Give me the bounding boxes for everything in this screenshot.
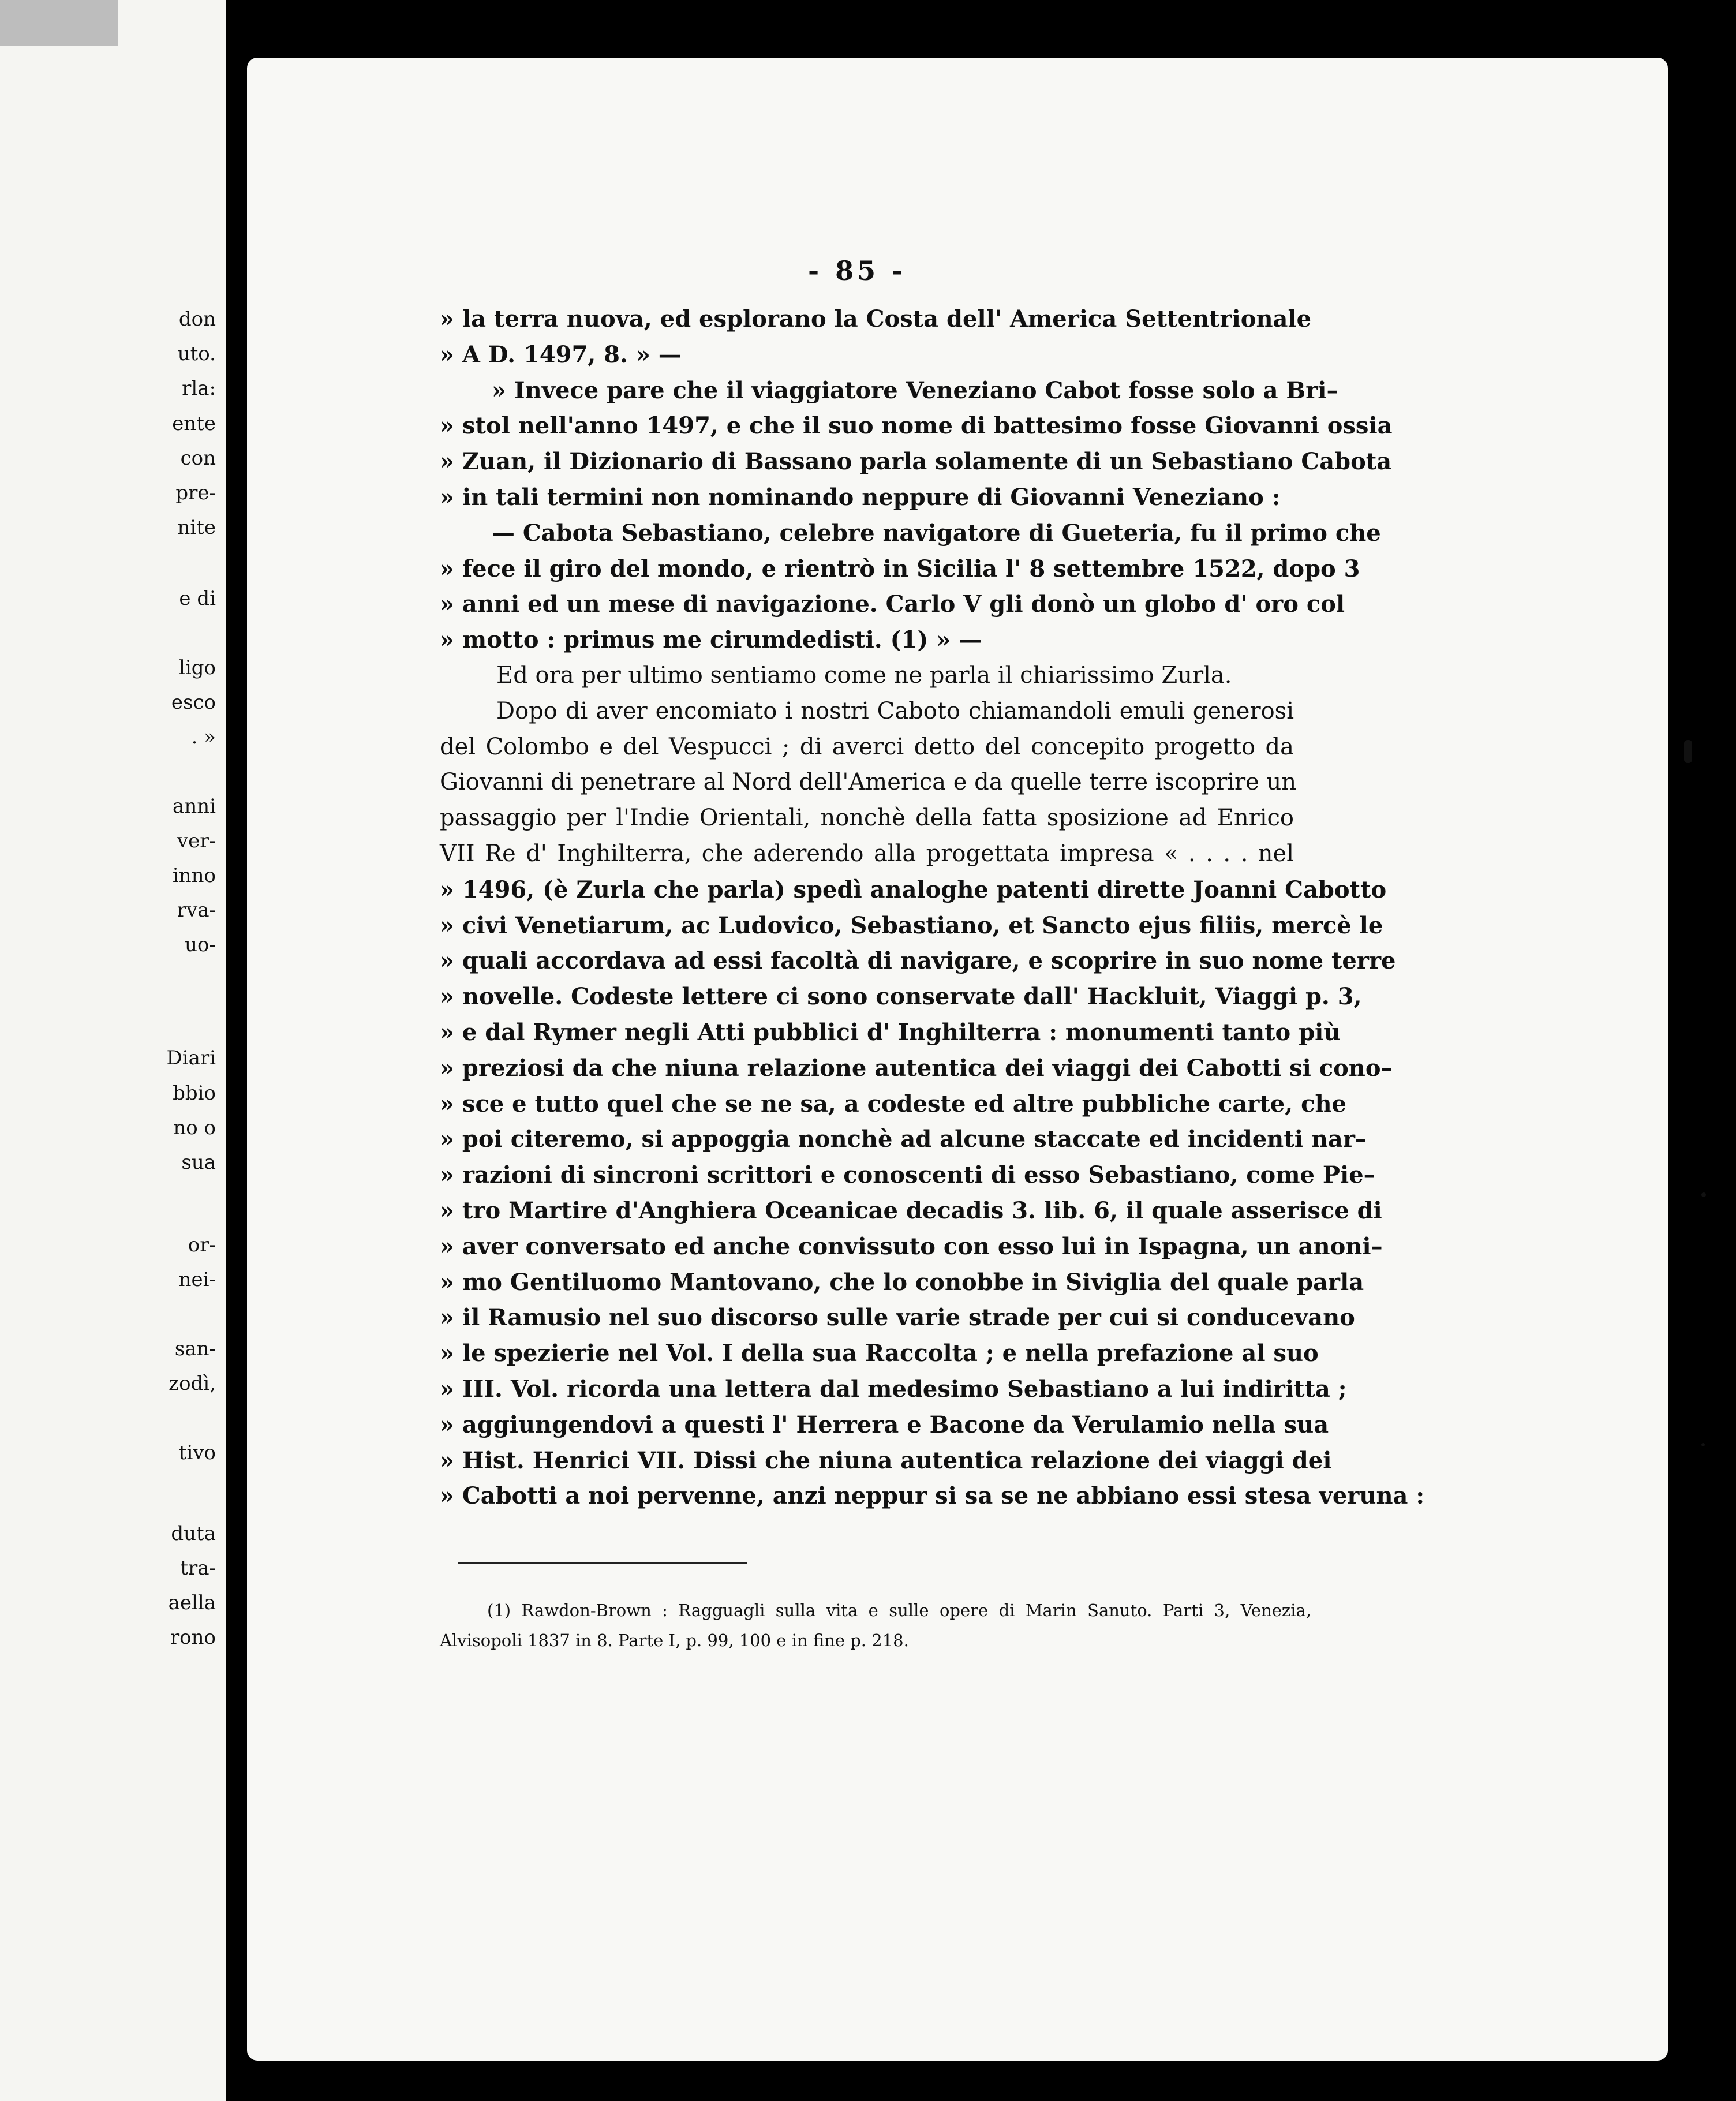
footnote-rule bbox=[458, 1562, 747, 1564]
footnote-line: Alvisopoli 1837 in 8. Parte I, p. 99, 100 e in fine p. 218. bbox=[440, 1631, 909, 1650]
text-line: » stol nell'anno 1497, e che il suo nome di battesimo fosse Giovanni ossia bbox=[440, 412, 1393, 440]
left-margin-fragment: ente bbox=[172, 412, 216, 435]
left-margin-fragment: sua bbox=[181, 1151, 216, 1174]
text-line: » novelle. Codeste lettere ci sono conservate dall' Hackluit, Viaggi p. 3, bbox=[440, 983, 1362, 1011]
text-line: » motto : primus me cirumdedisti. (1) » — bbox=[440, 626, 982, 654]
left-margin-fragment: san- bbox=[174, 1337, 216, 1360]
left-margin-fragment: zodì, bbox=[169, 1372, 216, 1395]
text-line: del Colombo e del Vespucci ; di averci detto del concepito progetto da bbox=[440, 733, 1294, 760]
left-margin-fragment: esco bbox=[171, 691, 216, 714]
text-line: VII Re d' Inghilterra, che aderendo alla progettata impresa « . . . . nel bbox=[440, 840, 1294, 867]
text-line: » aggiungendovi a questi l' Herrera e Bacone da Verulamio nella sua bbox=[440, 1411, 1329, 1438]
text-line: — Cabota Sebastiano, celebre navigatore di Gueteria, fu il primo che bbox=[492, 519, 1381, 547]
footnote-line: (1) Rawdon-Brown : Ragguagli sulla vita e sulle opere di Marin Sanuto. Parti 3, Venezia, bbox=[487, 1601, 1311, 1620]
text-line: Dopo di aver encomiato i nostri Caboto chiamandoli emuli generosi bbox=[496, 697, 1294, 724]
page-number: - 85 - bbox=[808, 255, 907, 286]
left-margin-fragment: aella bbox=[168, 1591, 216, 1614]
left-margin-fragment: Diari bbox=[166, 1046, 216, 1070]
body-text bbox=[440, 301, 1425, 1514]
left-margin-fragment: duta bbox=[171, 1522, 216, 1545]
text-line: » Cabotti a noi pervenne, anzi neppur si sa se ne abbiano essi stesa veruna : bbox=[440, 1482, 1425, 1510]
text-line: » Hist. Henrici VII. Dissi che niuna autentica relazione dei viaggi dei bbox=[440, 1446, 1332, 1474]
left-margin-fragment: no o bbox=[173, 1116, 216, 1139]
text-line: » e dal Rymer negli Atti pubblici d' Inghilterra : monumenti tanto più bbox=[440, 1018, 1341, 1046]
text-line: » la terra nuova, ed esplorano la Costa dell' America Settentrionale bbox=[440, 305, 1312, 332]
text-line: » fece il giro del mondo, e rientrò in Sicilia l' 8 settembre 1522, dopo 3 bbox=[440, 555, 1360, 582]
text-line: passaggio per l'Indie Orientali, nonchè della fatta sposizione ad Enrico bbox=[440, 805, 1294, 832]
text-line: » quali accordava ad essi facoltà di navigare, e scoprire in suo nome terre bbox=[440, 947, 1396, 975]
text-line: » in tali termini non nominando neppure di Giovanni Veneziano : bbox=[440, 483, 1281, 511]
text-line: » tro Martire d'Anghiera Oceanicae decadis 3. lib. 6, il quale asserisce di bbox=[440, 1197, 1382, 1224]
text-line: » Invece pare che il viaggiatore Veneziano Cabot fosse solo a Bri– bbox=[492, 376, 1338, 404]
left-margin-fragment: rva- bbox=[177, 899, 216, 922]
left-margin-fragment: rla: bbox=[182, 377, 216, 400]
text-line: » razioni di sincroni scrittori e conoscenti di esso Sebastiano, come Pie– bbox=[440, 1161, 1375, 1189]
text-line: » anni ed un mese di navigazione. Carlo V gli donò un globo d' oro col bbox=[440, 590, 1345, 618]
left-margin-fragment: pre- bbox=[175, 481, 216, 504]
scan-corner bbox=[0, 0, 118, 46]
left-margin-fragment: tra- bbox=[180, 1557, 216, 1580]
text-line: » sce e tutto quel che se ne sa, a codeste ed altre pubbliche carte, che bbox=[440, 1090, 1346, 1117]
left-margin-fragment: . » bbox=[191, 726, 216, 749]
text-line: » mo Gentiluomo Mantovano, che lo conobbe in Siviglia del quale parla bbox=[440, 1268, 1364, 1296]
ink-speck bbox=[1701, 1443, 1705, 1446]
left-margin-fragment: con bbox=[180, 447, 216, 470]
ink-speck bbox=[1701, 1192, 1706, 1197]
text-line: » 1496, (è Zurla che parla) spedì analoghe patenti dirette Joanni Cabotto bbox=[440, 876, 1387, 903]
text-line: » il Ramusio nel suo discorso sulle varie strade per cui si conducevano bbox=[440, 1304, 1355, 1332]
left-margin-fragment: anni bbox=[173, 795, 216, 818]
left-margin-fragment: or- bbox=[188, 1233, 216, 1257]
text-line: » aver conversato ed anche convissuto con esso lui in Ispagna, un anoni– bbox=[440, 1232, 1383, 1260]
left-margin-fragment: nei- bbox=[178, 1268, 216, 1291]
left-margin-fragment: ver- bbox=[177, 829, 216, 853]
text-line: » III. Vol. ricorda una lettera dal medesimo Sebastiano a lui indiritta ; bbox=[440, 1375, 1347, 1403]
text-line: Ed ora per ultimo sentiamo come ne parla il chiarissimo Zurla. bbox=[496, 661, 1232, 689]
text-line: » A D. 1497, 8. » — bbox=[440, 341, 682, 368]
text-line: » poi citeremo, si appoggia nonchè ad alcune staccate ed incidenti nar– bbox=[440, 1126, 1367, 1153]
left-margin-fragment: uto. bbox=[177, 342, 216, 365]
left-margin-fragment: bbio bbox=[173, 1082, 216, 1105]
left-margin-fragment: nite bbox=[177, 516, 216, 539]
text-line: » Zuan, il Dizionario di Bassano parla solamente di un Sebastiano Cabota bbox=[440, 448, 1392, 476]
footnote bbox=[440, 1595, 1311, 1655]
left-margin-fragment: inno bbox=[172, 864, 216, 887]
left-margin-fragment: rono bbox=[170, 1626, 216, 1649]
left-margin-fragment: tivo bbox=[178, 1441, 216, 1464]
text-line: Giovanni di penetrare al Nord dell'America e da quelle terre iscoprire un bbox=[440, 769, 1297, 796]
text-line: » le spezierie nel Vol. I della sua Raccolta ; e nella prefazione al suo bbox=[440, 1340, 1319, 1367]
text-line: » preziosi da che niuna relazione autentica dei viaggi dei Cabotti si cono– bbox=[440, 1054, 1393, 1082]
ink-speck bbox=[1684, 740, 1692, 763]
left-margin-fragment: don bbox=[178, 308, 216, 331]
facing-page-fragment bbox=[0, 0, 226, 2101]
text-line: » civi Venetiarum, ac Ludovico, Sebastiano, et Sancto ejus filiis, mercè le bbox=[440, 911, 1383, 939]
left-margin-fragment: ligo bbox=[179, 656, 216, 679]
left-margin-fragment: uo- bbox=[185, 933, 216, 956]
left-margin-fragment: e di bbox=[179, 587, 216, 610]
